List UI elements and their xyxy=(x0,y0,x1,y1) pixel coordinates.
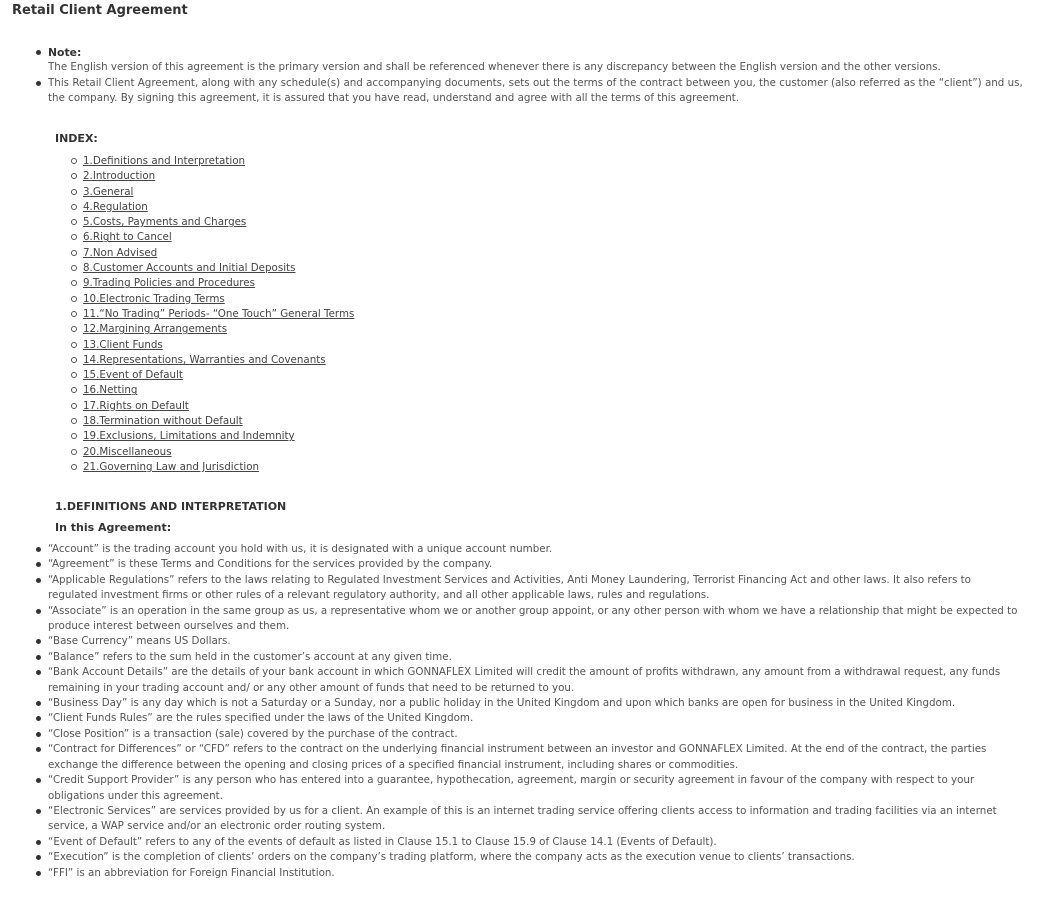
index-link-representations[interactable]: 14.Representations, Warranties and Covenants xyxy=(83,353,326,366)
definition-item: “Agreement” is these Terms and Conditions for the services provided by the company. xyxy=(48,557,1020,572)
index-link-event-of-default[interactable]: 15.Event of Default xyxy=(83,369,183,382)
definition-item: “Business Day” is any day which is not a Saturday or a Sunday, nor a public holiday in the United Kingdom and upon which banks are open for business in the United Kingdom. xyxy=(48,696,1020,711)
definition-item: “Event of Default” refers to any of the events of default as listed in Clause 15.1 to Clause 15.9 of Clause 14.1 (Events of Default). xyxy=(48,835,1020,850)
definitions-subheading: In this Agreement: xyxy=(55,521,172,534)
index-item xyxy=(83,414,358,429)
definition-item: “Client Funds Rules” are the rules specified under the laws of the United Kingdom. xyxy=(48,711,1020,726)
index-link-introduction[interactable]: 2.Introduction xyxy=(83,170,156,183)
index-item xyxy=(83,215,358,230)
definitions-list xyxy=(48,542,1020,881)
index-item xyxy=(83,292,358,307)
index-link-general[interactable]: 3.General xyxy=(83,185,134,198)
definition-item: “Applicable Regulations” refers to the laws relating to Regulated Investment Services and Activities, Anti Money Laundering, Terrorist Financing Act and other laws. It also refers to regulated investment firms or other rules of a relevant regulatory authority, and all other applicable laws, rules and regulations. xyxy=(48,573,1020,604)
index-item xyxy=(83,154,358,169)
definition-item: “Close Position” is a transaction (sale) covered by the purchase of the contract. xyxy=(48,727,1020,742)
index-link-customer-accounts[interactable]: 8.Customer Accounts and Initial Deposits xyxy=(83,262,296,275)
index-link-costs[interactable]: 5.Costs, Payments and Charges xyxy=(83,216,247,229)
definition-item: “Contract for Differences” or “CFD” refers to the contract on the underlying financial instrument between an investor and GONNAFLEX Limited. At the end of the contract, the parties exchange the difference between the opening and closing prices of a specified financial instrument, including shares or commodities. xyxy=(48,742,1020,773)
definition-item: “Bank Account Details” are the details of your bank account in which GONNAFLEX Limited will credit the amount of profits withdrawn, any amount from a withdrawal request, any funds remaining in your trading account and/ or any other amount of funds that need to be returned to you. xyxy=(48,665,1020,696)
index-link-non-advised[interactable]: 7.Non Advised xyxy=(83,246,158,259)
index-link-exclusions[interactable]: 19.Exclusions, Limitations and Indemnity xyxy=(83,430,295,443)
index-item xyxy=(83,230,358,245)
index-link-client-funds[interactable]: 13.Client Funds xyxy=(83,338,163,351)
definitions-heading: 1.DEFINITIONS AND INTERPRETATION xyxy=(55,500,287,513)
notes-list xyxy=(48,45,1028,107)
index-item xyxy=(83,429,358,444)
index-item xyxy=(83,185,358,200)
index-item xyxy=(83,460,358,475)
index-item xyxy=(83,353,358,368)
index-item xyxy=(83,261,358,276)
index-item xyxy=(83,276,358,291)
index-link-termination[interactable]: 18.Termination without Default xyxy=(83,415,243,428)
index-title: INDEX: xyxy=(55,132,98,145)
note-item xyxy=(48,45,1028,76)
index-link-electronic-trading[interactable]: 10.Electronic Trading Terms xyxy=(83,292,225,305)
index-link-regulation[interactable]: 4.Regulation xyxy=(83,200,148,213)
definition-item: “Execution” is the completion of clients’ orders on the company’s trading platform, where the company acts as the execution venue to clients’ transactions. xyxy=(48,850,1020,865)
index-link-right-to-cancel[interactable]: 6.Right to Cancel xyxy=(83,231,172,244)
index-list xyxy=(83,154,358,475)
index-item xyxy=(83,399,358,414)
note-text: The English version of this agreement is the primary version and shall be referenced whenever there is any discrepancy between the English version and the other versions. xyxy=(48,61,941,74)
definition-item: “Account” is the trading account you hold with us, it is designated with a unique account number. xyxy=(48,542,1020,557)
note-item xyxy=(48,76,1028,107)
index-link-definitions[interactable]: 1.Definitions and Interpretation xyxy=(83,155,246,167)
index-link-no-trading-periods[interactable]: 11.“No Trading” Periods- “One Touch” General Terms xyxy=(83,307,355,320)
index-item xyxy=(83,338,358,353)
index-item xyxy=(83,368,358,383)
definition-item: “Credit Support Provider” is any person who has entered into a guarantee, hypothecation, agreement, margin or security agreement in favour of the company with respect to your obligations under this agreement. xyxy=(48,773,1020,804)
index-link-trading-policies[interactable]: 9.Trading Policies and Procedures xyxy=(83,277,255,290)
definition-item: “Base Currency” means US Dollars. xyxy=(48,634,1020,649)
index-item xyxy=(83,200,358,215)
definition-item: “Associate” is an operation in the same group as us, a representative whom we or another group appoint, or any other person with whom we have a relationship that might be expected to produce interest between ourselves and them. xyxy=(48,604,1020,635)
page-title: Retail Client Agreement xyxy=(12,3,188,18)
definition-item: “Balance” refers to the sum held in the customer’s account at any given time. xyxy=(48,650,1020,665)
index-item xyxy=(83,445,358,460)
definition-item: “FFI” is an abbreviation for Foreign Financial Institution. xyxy=(48,866,1020,881)
note-heading: Note: xyxy=(48,46,82,59)
index-item xyxy=(83,169,358,184)
definition-item: “Electronic Services” are services provided by us for a client. An example of this is an internet trading service offering clients access to information and trading facilities via an internet service, a WAP service and/or an electronic order routing system. xyxy=(48,804,1020,835)
index-item xyxy=(83,383,358,398)
index-link-miscellaneous[interactable]: 20.Miscellaneous xyxy=(83,445,172,458)
index-link-rights-on-default[interactable]: 17.Rights on Default xyxy=(83,399,189,412)
note-text: This Retail Client Agreement, along with any schedule(s) and accompanying documents, sets out the terms of the contract between you, the customer (also referred as the “client”) and us, the company. By signing this agreement, it is assured that you have read, understand and agree with all the terms of this agreement. xyxy=(48,76,1023,105)
index-item xyxy=(83,307,358,322)
index-item xyxy=(83,322,358,337)
index-item xyxy=(83,246,358,261)
index-link-netting[interactable]: 16.Netting xyxy=(83,384,138,397)
index-link-margining[interactable]: 12.Margining Arrangements xyxy=(83,323,228,336)
index-link-governing-law[interactable]: 21.Governing Law and Jurisdiction xyxy=(83,460,260,473)
